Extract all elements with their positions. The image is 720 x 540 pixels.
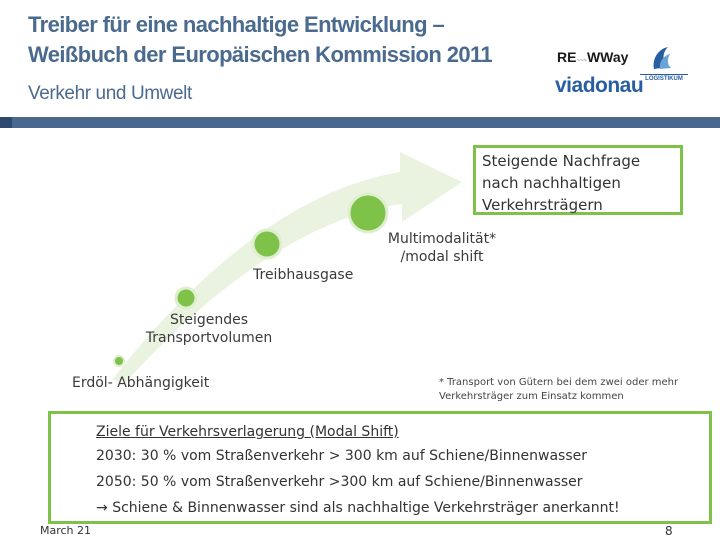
label-transport-line-2: Transportvolumen — [145, 330, 273, 346]
node-oil — [114, 356, 124, 366]
footnote-line-2: Verkehrsträger zum Einsatz kommen — [439, 391, 624, 402]
footnote — [439, 376, 714, 404]
demand-line-3: Verkehrsträgern — [482, 196, 603, 214]
node-multimodal — [349, 194, 387, 232]
goal-rail-text: Schiene & Binnenwasser sind als nachhaltige Verkehrsträger anerkannt! — [112, 500, 620, 516]
node-transport — [176, 288, 196, 308]
demand-box — [473, 145, 683, 215]
slide-date: March 21 — [40, 524, 92, 537]
reway-logo-text-2: WWay — [586, 49, 629, 65]
goal-2050: 2050: 50 % vom Straßenverkehr >300 km auf Schiene/Binnenwasser — [96, 474, 583, 490]
reway-logo-text-1: RE — [557, 49, 577, 65]
label-oil-dependency: Erdöl- Abhängigkeit — [72, 375, 210, 391]
demand-line-1: Steigende Nachfrage — [482, 152, 641, 170]
label-multimodality — [372, 230, 512, 266]
reway-logo-mid: ~~~ — [576, 58, 587, 64]
title-line-1: Treiber für eine nachhaltige Entwicklung – — [28, 12, 445, 37]
label-multimodality-line-1: Multimodalität* — [387, 231, 497, 247]
goal-2030: 2030: 30 % vom Straßenverkehr > 300 km auf Schiene/Binnenwasser — [96, 448, 587, 464]
label-transport-line-1: Steigendes — [169, 312, 249, 328]
label-transport-volume — [137, 311, 281, 347]
label-greenhouse-gases: Treibhausgase — [253, 267, 354, 283]
node-ghg — [253, 230, 281, 258]
title-line-2: Weißbuch der Europäischen Kommission 2011 — [28, 42, 493, 67]
label-multimodality-line-2: /modal shift — [400, 249, 484, 265]
footnote-line-1: * Transport von Gütern bei dem zwei oder mehr — [439, 377, 679, 388]
demand-line-2: nach nachhaltigen — [482, 174, 621, 192]
slide-subtitle: Verkehr und Umwelt — [28, 83, 192, 104]
arrow-right-icon: → — [96, 500, 108, 516]
goal-rail-recognition — [96, 497, 620, 519]
viadonau-logo: viadonau — [555, 74, 644, 97]
page-number: 8 — [665, 524, 673, 538]
goals-heading: Ziele für Verkehrsverlagerung (Modal Shift) — [96, 424, 399, 440]
logistikum-logo: LOGISTIKUM — [640, 74, 688, 91]
